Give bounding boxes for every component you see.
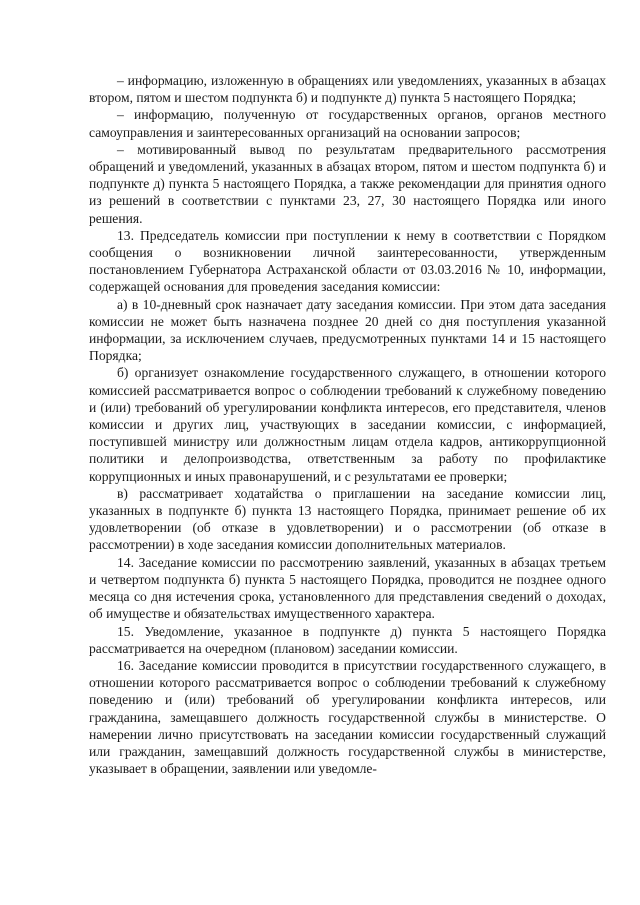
paragraph-clause-13: 13. Председатель комиссии при поступлении к нему в соответствии с Порядком сообщения о возникновении личной заинтересованности, утвержденным постановлением Губернатора Астраханской области от 03.03.2016 № 10, информации, содержащей основания для проведения заседания комиссии: (89, 227, 606, 295)
paragraph-clause-13-a: а) в 10-дневный срок назначает дату заседания комиссии. При этом дата заседания комиссии не может быть назначена позднее 20 дней со дня поступления указанной информации, за исключением случаев, предусмотренных пунктами 14 и 15 настоящего Порядка; (89, 296, 606, 364)
paragraph-info-appeals: – информацию, изложенную в обращениях или уведомлениях, указанных в абзацах втором, пятом и шестом подпункта б) и подпункте д) пункта 5 настоящего Порядка; (89, 73, 606, 106)
paragraph-clause-13-v: в) рассматривает ходатайства о приглашении на заседание комиссии лиц, указанных в подпункте б) пункта 13 настоящего Порядка, принимает решение об их удовлетворении (об отказе в удовлетворении) и о рассмотрении (об отказе в рассмотрении) в ходе заседания комиссии дополнительных материалов. (89, 485, 606, 553)
paragraph-clause-16: 16. Заседание комиссии проводится в присутствии государственного служащего, в отношении которого рассматривается вопрос о соблюдении требований к служебному поведению и (или) требований об урегулировании конфликта интересов, или гражданина, замещавшего должность государственной службы в министерстве. О намерении лично присутствовать на заседании комиссии государственный служащий или гражданин, замещавший должность государственной службы в министерстве, указывает в обращении, заявлении или уведомле- (89, 657, 606, 777)
paragraph-info-state-bodies: – информацию, полученную от государственных органов, органов местного самоуправления и заинтересованных организаций на основании запросов; (89, 107, 606, 140)
paragraph-clause-15: 15. Уведомление, указанное в подпункте д) пункта 5 настоящего Порядка рассматривается на очередном (плановом) заседании комиссии. (89, 623, 606, 656)
paragraph-clause-13-b: б) организует ознакомление государственного служащего, в отношении которого комиссией рассматривается вопрос о соблюдении требований к служебному поведению и (или) требований об урегулировании конфликта интересов, его представителя, членов комиссии и других лиц, участвующих в заседании комиссии, с информацией, поступившей министру или должностным лицам отдела кадров, антикоррупционной политики и делопроизводства, ответственным за работу по профилактике коррупционных и иных правонарушений, и с результатами ее проверки; (89, 365, 606, 484)
paragraph-motivated-conclusion: – мотивированный вывод по результатам предварительного рассмотрения обращений и уведомлений, указанных в абзацах втором, пятом и шестом подпункта б) и подпункте д) пункта 5 настоящего Порядка, а также рекомендации для принятия одного из решений в соответствии с пунктами 23, 27, 30 настоящего Порядка или иного решения. (89, 141, 606, 226)
paragraph-clause-14: 14. Заседание комиссии по рассмотрению заявлений, указанных в абзацах третьем и четвертом подпункта б) пункта 5 настоящего Порядка, проводится не позднее одного месяца со дня истечения срока, установленного для представления сведений о доходах, об имуществе и обязательствах имущественного характера. (89, 554, 606, 622)
